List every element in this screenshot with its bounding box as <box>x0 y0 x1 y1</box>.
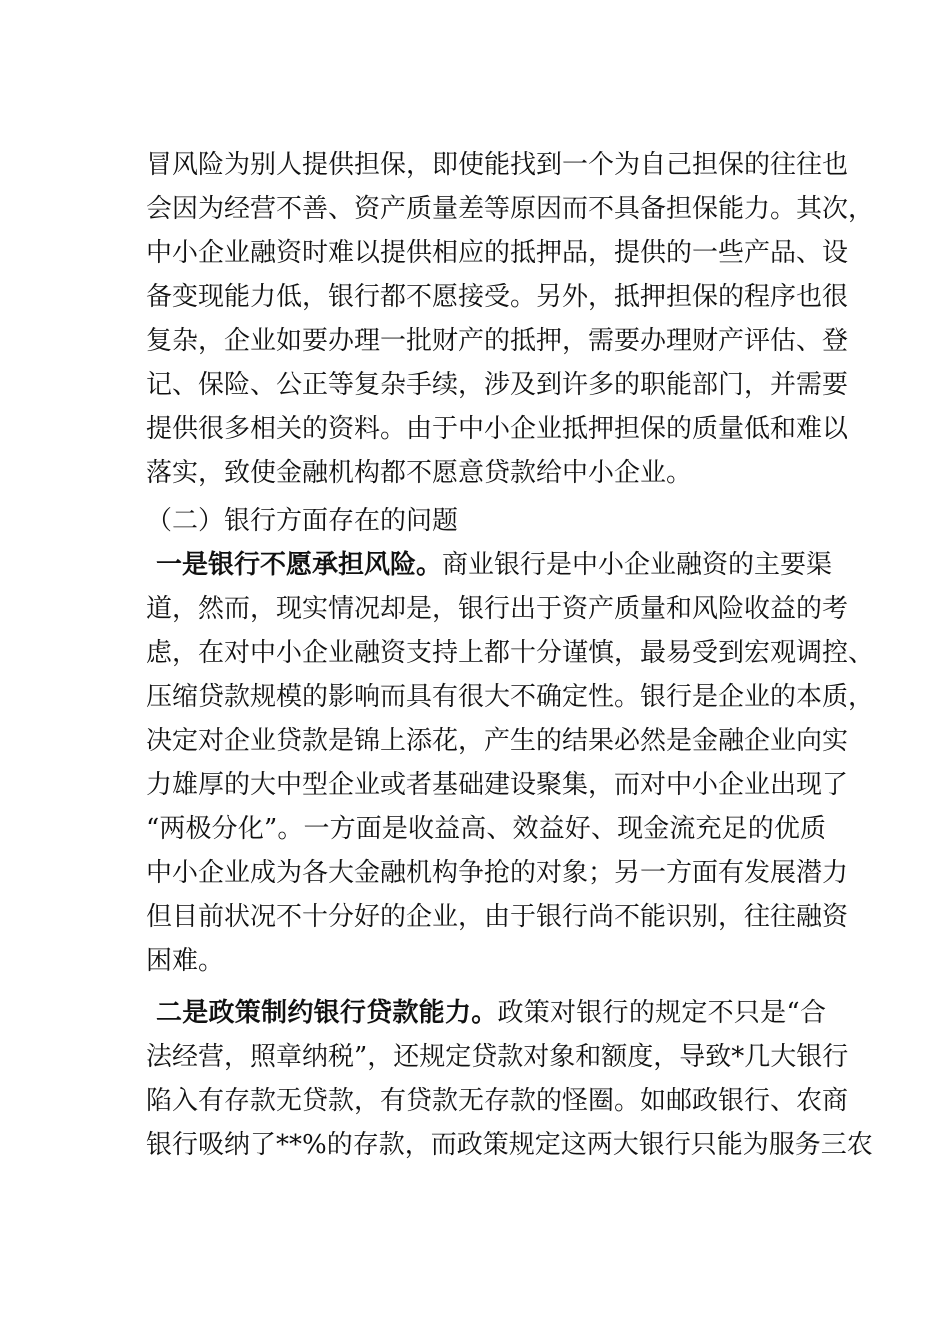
section-heading: （二）银行方面存在的问题 <box>146 506 459 536</box>
text-line: 道，然而，现实情况却是，银行出于资产质量和风险收益的考 <box>146 594 849 624</box>
paragraph-lead: 一是银行不愿承担风险。 <box>156 550 443 580</box>
text-line: 会因为经营不善、资产质量差等原因而不具备担保能力。其次， <box>146 194 875 224</box>
text-line: 备变现能力低，银行都不愿接受。另外，抵押担保的程序也很 <box>146 282 849 312</box>
text-line: 法经营，照章纳税”，还规定贷款对象和额度，导致*几大银行 <box>146 1042 849 1072</box>
text-line: 但目前状况不十分好的企业，由于银行尚不能识别，往往融资 <box>146 902 849 932</box>
paragraph-first-line <box>156 543 833 587</box>
text-line: 力雄厚的大中型企业或者基础建设聚集，而对中小企业出现了 <box>146 770 849 800</box>
text-line: 虑，在对中小企业融资支持上都十分谨慎，最易受到宏观调控、 <box>146 638 875 668</box>
text-line: 困难。 <box>146 946 225 976</box>
paragraph-first-line <box>156 991 826 1035</box>
text-line: 中小企业成为各大金融机构争抢的对象；另一方面有发展潜力 <box>146 858 849 888</box>
paragraph-text: 商业银行是中小企业融资的主要渠 <box>442 550 833 580</box>
text-line: 中小企业融资时难以提供相应的抵押品，提供的一些产品、设 <box>146 238 849 268</box>
paragraph-lead: 二是政策制约银行贷款能力。 <box>156 998 498 1028</box>
text-line: 落实，致使金融机构都不愿意贷款给中小企业。 <box>146 458 693 488</box>
text-line: 银行吸纳了**%的存款，而政策规定这两大银行只能为服务三农 <box>146 1130 873 1160</box>
text-line: 复杂，企业如要办理一批财产的抵押，需要办理财产评估、登 <box>146 326 849 356</box>
text-line: 提供很多相关的资料。由于中小企业抵押担保的质量低和难以 <box>146 414 849 444</box>
text-line: 冒风险为别人提供担保，即使能找到一个为自己担保的往往也 <box>146 150 849 180</box>
text-line: “两极分化”。一方面是收益高、效益好、现金流充足的优质 <box>146 814 826 844</box>
paragraph-text: 政策对银行的规定不只是“合 <box>497 998 826 1028</box>
text-line: 决定对企业贷款是锦上添花，产生的结果必然是金融企业向实 <box>146 726 849 756</box>
text-line: 记、保险、公正等复杂手续，涉及到许多的职能部门，并需要 <box>146 370 849 400</box>
text-line: 陷入有存款无贷款，有贷款无存款的怪圈。如邮政银行、农商 <box>146 1086 849 1116</box>
text-line: 压缩贷款规模的影响而具有很大不确定性。银行是企业的本质， <box>146 682 875 712</box>
